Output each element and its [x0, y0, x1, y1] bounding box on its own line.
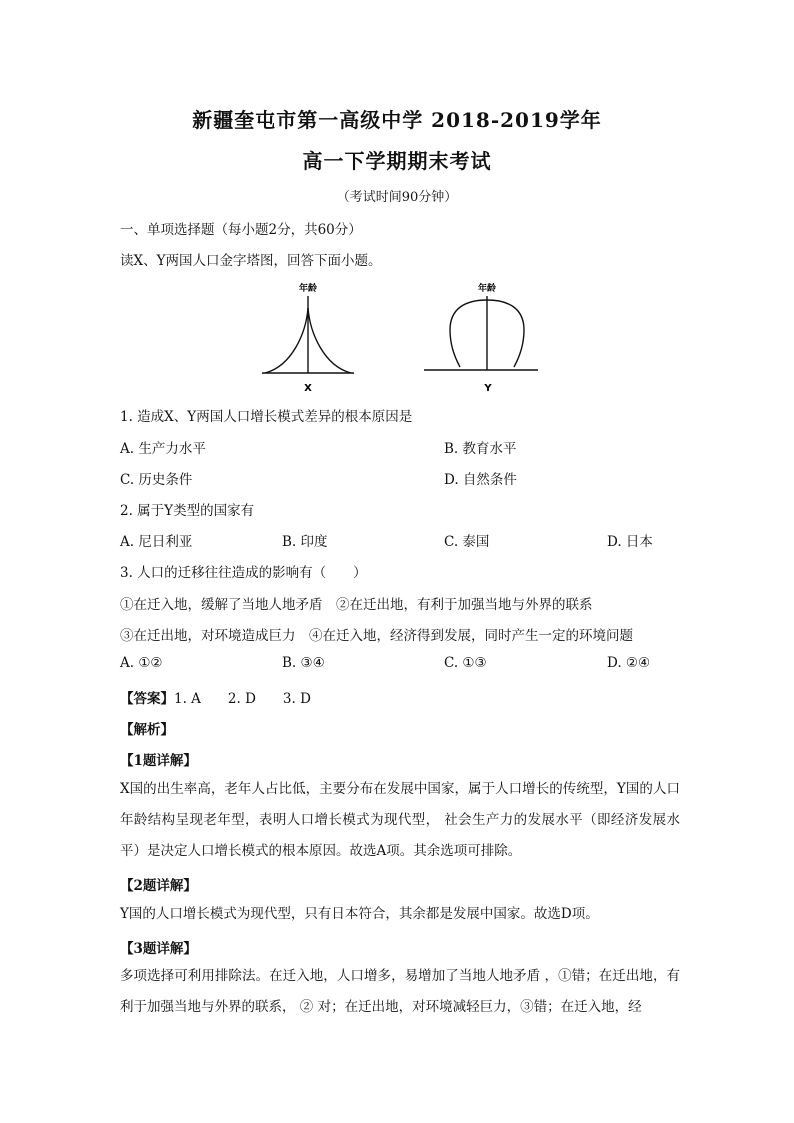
question-3-statement-1: ①在迁入地，缓解了当地人地矛盾 ②在迁出地，有利于加强当地与外界的联系 — [120, 597, 593, 613]
detail-1-label: 【1题详解】 — [120, 753, 197, 769]
pyramid-x-right-curve — [308, 308, 351, 373]
pyramid-x-age-label: 年龄 — [298, 284, 318, 294]
pyramid-y-caption: Y — [484, 383, 492, 394]
detail-1-text: X国的出生率高，老年人占比低，主要分布在发展中国家，属于人口增长的传统型，Y国的人口年龄结构呈现老年型，表明人口增长模式为现代型， 社会生产力的发展水平（即经济发展水平）是决定人口增长模式的根本原因。故选A项。其余选项可排除。 — [120, 781, 680, 859]
question-2-option-d[interactable]: D. 日本 — [607, 534, 653, 550]
answer-line — [120, 687, 311, 707]
question-2-option-b[interactable]: B. 印度 — [282, 534, 328, 550]
detail-3-text: 多项选择可利用排除法。在迁入地，人口增多，易增加了当地人地矛盾 ，①错；在迁出地，有利于加强当地与外界的联系， ② 对；在迁出地，对环境减轻巨力，③错；在迁入地，经 — [120, 968, 680, 1015]
exam-title-line2: 高一下学期期末考试 — [302, 149, 492, 173]
detail-2-text: Y国的人口增长模式为现代型，只有日本符合，其余都是发展中国家。故选D项。 — [120, 906, 599, 922]
answer-text: 1. A 2. D 3. D — [174, 691, 311, 707]
question-3-option-c[interactable]: C. ①③ — [444, 655, 487, 671]
question-1-option-d[interactable]: D. 自然条件 — [444, 472, 517, 488]
detail-3-label: 【3题详解】 — [120, 941, 197, 957]
pyramid-y — [424, 282, 538, 394]
question-2-option-c[interactable]: C. 泰国 — [444, 534, 490, 550]
pyramid-x-left-curve — [265, 308, 308, 373]
question-1-option-b[interactable]: B. 教育水平 — [444, 441, 517, 457]
analysis-label: 【解析】 — [120, 722, 174, 738]
question-3-option-a[interactable]: A. ①② — [120, 655, 163, 671]
question-3-option-b[interactable]: B. ③④ — [282, 655, 325, 671]
question-2-stem: 2. 属于Y类型的国家有 — [120, 503, 255, 519]
population-pyramid-figure — [240, 278, 550, 398]
pyramid-x — [262, 282, 354, 394]
question-3-stem: 3. 人口的迁移往往造成的影响有（ ） — [120, 565, 367, 581]
exam-duration: （考试时间90分钟） — [336, 190, 458, 205]
question-1-option-c[interactable]: C. 历史条件 — [120, 472, 193, 488]
question-3-option-d[interactable]: D. ②④ — [607, 655, 651, 671]
pyramid-x-caption: X — [304, 383, 312, 394]
pyramid-y-age-label: 年龄 — [477, 284, 497, 294]
question-1-option-a[interactable]: A. 生产力水平 — [120, 441, 206, 457]
section-heading: 一、单项选择题（每小题2分，共60分） — [120, 222, 362, 238]
answer-label: 【答案】 — [120, 691, 174, 707]
section-intro: 读X、Y两国人口金字塔图，回答下面小题。 — [120, 253, 382, 269]
question-1-stem: 1. 造成X、Y两国人口增长模式差异的根本原因是 — [120, 409, 413, 425]
exam-title-line1: 新疆奎屯市第一高级中学 2018-2019学年 — [192, 108, 602, 132]
detail-2-label: 【2题详解】 — [120, 878, 197, 894]
question-2-option-a[interactable]: A. 尼日利亚 — [120, 534, 193, 550]
question-3-statement-2: ③在迁出地，对环境造成巨力 ④在迁入地，经济得到发展，同时产生一定的环境问题 — [120, 628, 633, 644]
